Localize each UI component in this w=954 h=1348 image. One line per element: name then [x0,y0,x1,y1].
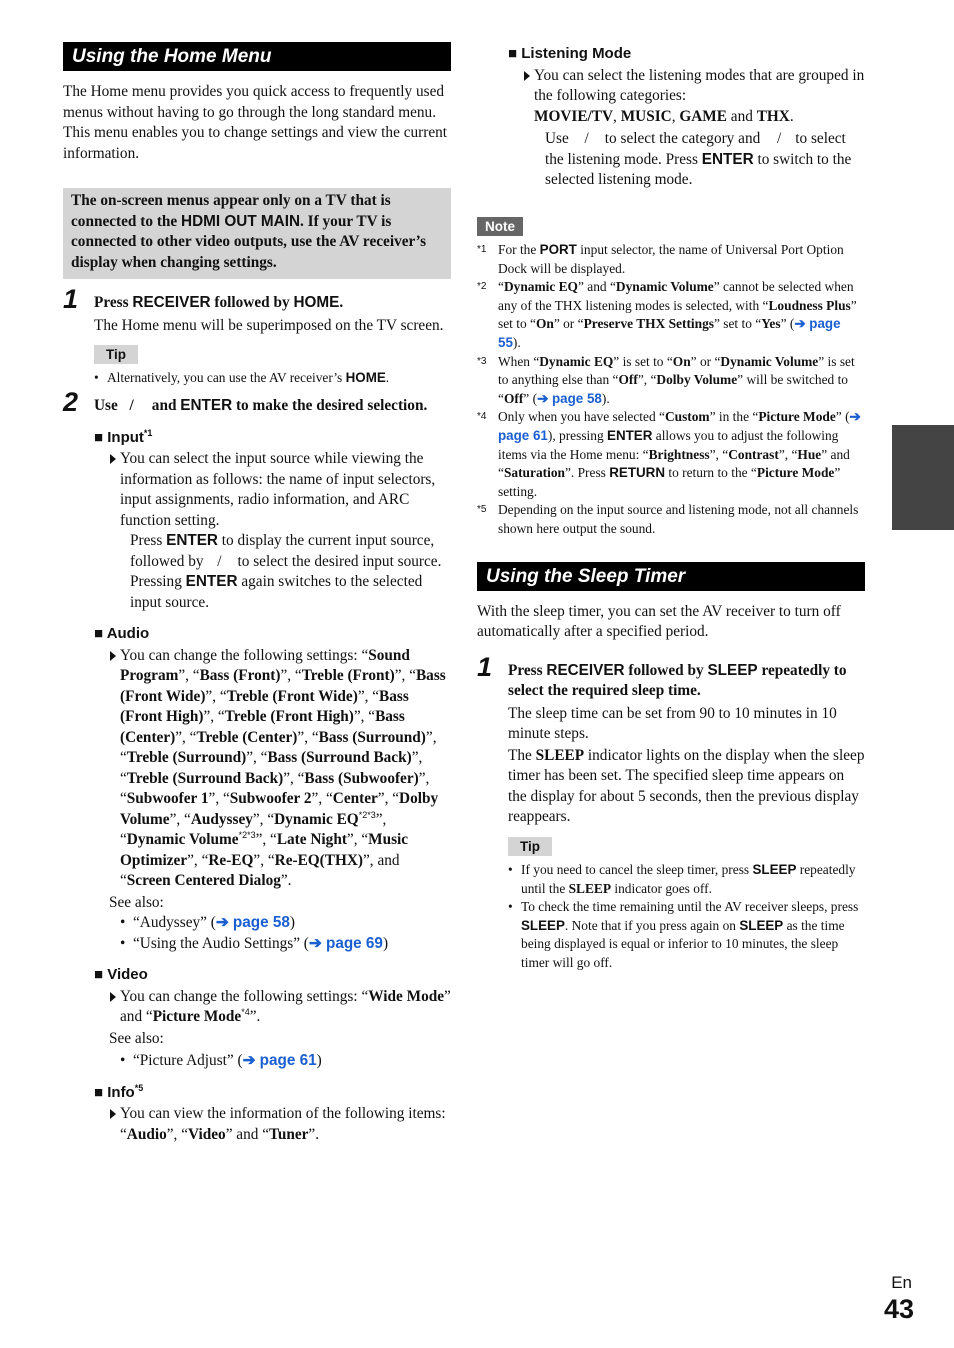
key-sleep: SLEEP [739,917,784,933]
setting: Treble (Front) [301,667,395,685]
text: . [385,369,390,385]
text: ” cannot be selected when any of the THX listening modes is selected, with “ [498,279,854,313]
text: ”, “ [637,372,657,388]
setting: Bass (Surround Back) [267,749,412,767]
text: to make the desired selection. [232,397,428,415]
see-also: See also: [109,893,164,911]
setting: Picture Mode [758,409,836,425]
setting: Treble (Front Wide) [226,687,358,705]
chapter-tab [892,425,954,530]
text: again switches to the selected input source. [130,573,423,611]
square-icon: ■ [94,1083,104,1101]
key-home: HOME [293,294,340,311]
listening-description: You can select the listening modes that are grouped in the following categories: MOVIE/TV, MUSIC, GAME and THX. [523,66,865,128]
text: ” and “ [498,446,850,481]
setting: Off [503,390,524,406]
indicator-sleep: SLEEP [568,880,612,896]
text: Use [94,397,118,415]
key-enter: ENTER [185,573,238,591]
key-receiver: RECEIVER [132,294,211,311]
right-column [477,44,865,973]
text: ” setting. [498,465,841,499]
see-also: See also: [109,1029,164,1047]
text: to return to the “ [665,465,757,481]
key-sleep: SLEEP [521,917,565,933]
step-description: The Home menu will be superimposed on the TV screen. [94,316,444,334]
page-link[interactable]: ➔ page 55 [498,316,841,350]
listening-mode-section [508,44,865,191]
setting: Saturation [503,465,565,481]
setting: Dolby Volume [656,372,738,388]
setting: Center [332,790,378,808]
text: Alternatively, you can use the AV receiver’s [107,369,346,385]
text: You can change the following settings: “ [120,646,369,664]
setting: Picture Mode [152,1008,242,1026]
footnote [477,408,865,501]
setting: Bass (Front Wide) [120,667,446,705]
tip-item [508,898,865,972]
setting: Re-EQ(THX) [274,851,364,869]
setting: Dynamic EQ [274,810,359,828]
setting: Late Night [276,831,347,849]
tip-label: Tip [508,837,552,856]
footnote-ref: *2*3 [358,809,376,820]
step-number: 2 [63,387,79,418]
setting: Contrast [728,446,779,462]
setting: Wide Mode [368,987,445,1005]
text: ”, “ [709,446,729,462]
page-link[interactable]: ➔ page 61 [498,409,861,443]
square-icon: ■ [508,45,518,62]
setting: Video [188,1125,226,1143]
setting: Audyssey [190,810,253,828]
left-column [63,42,451,1145]
note-label: Note [477,217,523,236]
key-return: RETURN [609,465,666,481]
text: ” ( [835,409,850,425]
setting: Bass (Surround) [318,728,426,746]
text: The [508,746,536,764]
setting: Custom [664,409,710,425]
text: ” ( [523,390,538,406]
text: indicator lights on the display when the sleep timer has been set. The specified sleep time appears on the display for about 5 seconds, then the previous display reappears. [508,746,865,825]
info-section [94,1083,451,1146]
setting: Dynamic Volume [615,279,714,295]
key-port: PORT [539,242,577,257]
notice-text: . If your TV is connected to other video outputs, use the AV receiver’s display when changing settings. [71,212,427,271]
setting: Dynamic Volume [720,353,819,369]
text: and [151,397,181,415]
text: Press [94,294,133,311]
see-also-item [120,1051,451,1072]
indicator-sleep: SLEEP [535,746,585,764]
key-home: HOME [345,369,386,385]
step-2 [63,387,451,1145]
input-heading [94,428,451,449]
setting: Treble (Surround Back) [126,769,284,787]
footnote-list [477,241,865,539]
text: Press [130,532,167,550]
text: You can change the following settings: “ [120,987,369,1005]
setting: Subwoofer 1 [126,790,209,808]
category: MUSIC [620,107,672,125]
see-also-item [120,913,451,934]
text: You can select the listening modes that are grouped in the following categories: [534,66,865,104]
text: ”, “ [778,446,798,462]
text: repeatedly to select the required sleep time. [508,661,847,699]
text: ” will be switched to “ [498,372,848,406]
note-block [477,217,865,539]
text: “Using the Audio Settings” ( [133,934,309,952]
text: ), pressing [547,427,608,443]
page-link[interactable]: ➔ page 58 [537,390,602,406]
tip-list [94,369,451,388]
setting: Dolby Volume [120,790,439,828]
key-sleep: SLEEP [752,862,797,877]
text: Input [107,428,144,446]
footnote-mark: *2 [477,281,487,293]
text: ). [601,390,610,406]
sleep-step-1 [477,651,865,973]
setting: Subwoofer 2 [229,790,312,808]
setting: Treble (Front High) [224,708,354,726]
text: and [730,107,753,125]
key-sleep: SLEEP [707,661,758,679]
text: ”. Press [564,465,610,481]
text: ” is set to anything else than “ [498,353,855,388]
page-link[interactable]: ➔ page 69 [308,934,383,952]
text: followed by [624,661,708,679]
setting: Bass (Center) [120,708,405,746]
footnote-mark: *1 [477,244,487,255]
text: ” and “ [225,1125,270,1143]
step-instruction [94,397,427,414]
text: Depending on the input source and listening mode, not all channels shown here output the sound. [498,502,859,536]
text: ) [316,1052,322,1070]
text: / [129,397,134,415]
square-icon: ■ [94,625,104,643]
footnote-ref: *2*3 [238,830,256,840]
setting: Treble (Center) [196,728,298,746]
footnote-mark: *4 [477,411,487,423]
text: ” ( [780,316,795,332]
audio-description: You can change the following settings: “Sound Program”, “Bass (Front)”, “Treble (Front)”, “Bass (Front Wide)”, “Treble (Front Wide)”, “Bass (Front High)”, “Treble (Front High)”, “Bass (Center)”, “Treble (Center)”, “Bass (Surround)”, “Treble (Surround)”, “Bass (Surround Back)”, “Treble (Surround Back)”, “Bass (Subwoofer)”, “Subwoofer 1”, “Subwoofer 2”, “Center”, “Dolby Volume”, “Audyssey”, “Dynamic $EQ^{*2*3}$”, “Dynamic Volume$^{*2*3}$”, “Late Night”, “Music Optimizer”, “Re-EQ”, “Re-EQ(THX)”, and “Screen Centered Dialog”. [109,646,451,892]
text: ”. [280,872,292,890]
text: ” set to “ [713,316,762,332]
setting: Screen Centered Dialog [126,872,281,890]
setting: Dynamic Volume [126,831,239,849]
text: allows you to adjust the following items via the Home menu: “ [498,427,839,462]
text: ” or “ [690,353,721,369]
setting: Dynamic EQ [503,279,578,295]
footnote-ref: *1 [143,427,153,438]
text: followed by [210,294,294,311]
text: to switch to the selected listening mode. [545,150,852,188]
step-number: 1 [63,284,79,314]
text: ”, “ [166,1125,188,1143]
audio-heading [94,624,451,645]
footnote-ref: *5 [134,1082,144,1093]
setting: On [672,353,691,369]
text: To check the time remaining until the AV receiver sleeps, press [521,899,859,915]
key-enter: ENTER [701,150,754,168]
step-1 [63,284,451,387]
setting: Sound Program [120,646,410,685]
setting: Preserve THX Settings [583,316,714,332]
listening-heading [508,44,865,65]
text: to select the listening mode. Press [545,130,846,168]
text: ). [512,334,521,350]
footnote-ref: *4 [241,1007,250,1017]
key-receiver: RECEIVER [546,661,625,679]
key-enter: ENTER [166,532,218,550]
section-title-home-menu: Using the Home Menu [63,42,451,71]
page-link[interactable]: ➔ page 58 [215,914,290,932]
text: indicator goes off. [611,880,712,896]
input-section [94,428,451,614]
text: Only when you have selected “ [498,409,665,425]
text: ) [289,914,295,932]
tip-item [94,369,451,388]
text: Audio [106,625,150,643]
text: ”. [308,1125,320,1143]
setting: Yes [761,316,781,332]
key-hdmi-out-main: HDMI OUT MAIN [181,212,300,230]
tip-block [94,345,451,387]
input-description: You can select the input source while viewing the information as follows: the name of input selectors, input assignments, radio information, and ARC function setting. [109,449,451,531]
tip-block [508,837,865,973]
info-heading [94,1083,451,1104]
text: “Audyssey” ( [133,914,216,932]
footnote [477,241,865,278]
setting: Picture Mode [756,465,835,481]
audio-see-also-list [120,913,451,954]
text: “ [498,279,504,295]
step-number: 1 [477,651,493,682]
setting: Re-EQ [208,851,254,869]
text: “Picture Adjust” ( [133,1052,243,1070]
text: as the time being displayed is equal or inferior to 10 minutes, the sleep timer will go off. [521,917,845,970]
setting: Music Optimizer [120,831,409,869]
step-description: The sleep time can be set from 90 to 10 minutes in 10 minute steps. [508,704,837,742]
category: GAME [679,107,727,125]
text: / [584,130,589,147]
setting: Bass (Front) [199,667,281,685]
category: MOVIE/TV [534,107,614,125]
page-link[interactable]: ➔ page 61 [242,1052,317,1070]
video-section [94,965,451,1072]
step-instruction [508,662,847,700]
text: For the [498,242,540,257]
footnote [477,353,865,409]
square-icon: ■ [94,428,104,446]
square-icon: ■ [94,966,104,984]
step-instruction [94,294,343,311]
text: You can view the information of the following items: “ [120,1105,446,1143]
category: THX [756,107,790,125]
step-description [508,746,865,828]
see-also-item [120,934,451,955]
setting: Hue [797,446,822,462]
info-description [109,1104,451,1145]
setting: Loudness Plus [768,297,851,313]
text: Press [508,661,547,679]
text: / [217,552,222,570]
text: ”. [249,1008,261,1026]
video-see-also-list [120,1051,451,1072]
setting: Audio [126,1125,167,1143]
text: repeatedly until the [521,862,856,896]
setting: On [535,316,554,332]
text: / [777,130,782,147]
input-instruction [130,531,451,613]
text: Use [545,130,569,147]
tip-item [508,861,865,898]
footnote [477,501,865,538]
tip-list [508,861,865,973]
tip-label: Tip [94,345,138,364]
text: ” in the “ [709,409,759,425]
text: to select the desired input source. Pressing [130,552,442,591]
key-enter: ENTER [180,397,233,415]
text: ” or “ [553,316,584,332]
text: ” and “ [577,279,616,295]
setting: Bass (Subwoofer) [304,769,419,787]
video-heading [94,965,451,986]
text: . Note that if you press again on [564,917,740,933]
setting: Bass (Front High) [120,687,409,726]
page-number: 43 [883,1294,914,1324]
setting: Brightness [648,446,710,462]
footnote-mark: *3 [477,355,487,367]
text: to display the current input source, followed by [130,532,435,570]
setting: Off [618,372,638,388]
text: . [339,294,344,311]
text: input selector, the name of Universal Port Option Dock will be displayed. [498,242,844,276]
text: Video [107,966,148,984]
video-description [109,987,451,1028]
text: Info [107,1083,135,1101]
footnote-mark: *5 [477,504,487,516]
text: ” and “ [120,987,451,1026]
text: ) [382,934,389,952]
text: ”, and “ [120,851,400,890]
listening-instruction [545,129,865,191]
section-title-sleep-timer: Using the Sleep Timer [477,562,865,591]
setting: Dynamic EQ [539,353,614,369]
text: ” set to “ [498,297,857,332]
sleep-intro: With the sleep timer, you can set the AV receiver to turn off automatically after a specified period. [477,602,841,640]
text: If you need to cancel the sleep timer, press [521,862,753,877]
hdmi-notice-box [63,188,451,279]
key-enter: ENTER [607,427,653,443]
text: Listening Mode [521,45,632,62]
footnote [477,278,865,352]
language-label: En [891,1273,912,1292]
home-intro: The Home menu provides you quick access to frequently used menus without having to go through the long standard menu. This menu enables you to change settings and view the current information. [63,83,448,162]
setting: Tuner [269,1125,309,1143]
text: When “ [498,353,540,369]
text: ” is set to “ [613,353,673,369]
notice-text: The on-screen menus appear only on a TV that is connected to the [71,192,391,230]
text: to select the category and [604,130,761,147]
audio-section [94,624,451,954]
setting: Treble (Surround) [126,749,247,767]
